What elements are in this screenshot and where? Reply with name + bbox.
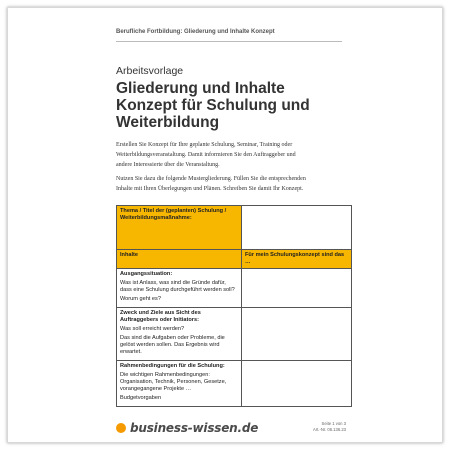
document-title: Gliederung und Inhalte Konzept für Schulung und Weiterbildung	[116, 80, 310, 131]
logo-text: business-wissen.de	[130, 421, 259, 435]
content-header-cell: Inhalte	[117, 250, 242, 269]
table-row	[117, 308, 242, 361]
table-row	[117, 269, 242, 308]
logo-dot-icon	[116, 423, 126, 433]
row-line: Budgetvorgaben	[120, 395, 162, 401]
concept-input-cell[interactable]	[242, 308, 352, 361]
row-line: Worum geht es?	[120, 296, 161, 302]
header-divider	[116, 41, 342, 42]
concept-input-cell[interactable]	[242, 361, 352, 407]
row-heading: Rahmenbedingungen für die Schulung:	[120, 363, 225, 369]
concept-header-cell: Für mein Schulungskonzept sind das …	[242, 250, 352, 269]
footer-meta	[313, 421, 346, 433]
article-number: Art.-Nr. 06.136.23	[312, 427, 346, 432]
document-subtitle: Arbeitsvorlage	[116, 65, 184, 77]
row-heading: Ausgangssituation:	[120, 271, 173, 277]
topic-label-cell: Thema / Titel der (geplanten) Schulung / Weiterbildungsmaßnahme:	[117, 206, 242, 250]
row-line: Was ist Anlass, was sind die Gründe dafür, dass eine Schulung durchgeführt werden soll?	[120, 280, 235, 293]
concept-table	[116, 205, 352, 407]
row-heading: Zweck und Ziele aus Sicht des Auftraggebers oder Initiators:	[120, 310, 201, 323]
document-header: Berufliche Fortbildung: Gliederung und Inhalte Konzept	[116, 29, 275, 35]
intro-paragraph-2: Nutzen Sie dazu die folgende Mustergliederung. Füllen Sie die entsprechenden Inhalte mit Ihren Überlegungen und Plänen. Schreiben Sie damit Ihr Konzept.	[116, 176, 306, 192]
intro-text	[116, 140, 311, 198]
intro-paragraph-1: Erstellen Sie Konzept für Ihre geplante Schulung, Seminar, Training oder Weiterbildungsveranstaltung. Damit informieren Sie den Auftraggeber und andere Interessierte über die Veranstaltung.	[116, 142, 296, 168]
row-line: Das sind die Aufgaben oder Probleme, die gelöst werden sollen. Das Ergebnis wird erwartet.	[120, 335, 225, 355]
row-line: Was soll erreicht werden?	[120, 326, 185, 332]
page-number: Seite 1 von 3	[321, 421, 346, 426]
row-line: Die wichtigen Rahmenbedingungen: Organisation, Technik, Personen, Gesetze, vorangegangene Projekte …	[120, 372, 227, 392]
topic-input-cell[interactable]	[242, 206, 352, 250]
table-row	[117, 361, 242, 407]
concept-input-cell[interactable]	[242, 269, 352, 308]
document-page	[7, 7, 443, 443]
business-wissen-logo	[116, 421, 258, 435]
